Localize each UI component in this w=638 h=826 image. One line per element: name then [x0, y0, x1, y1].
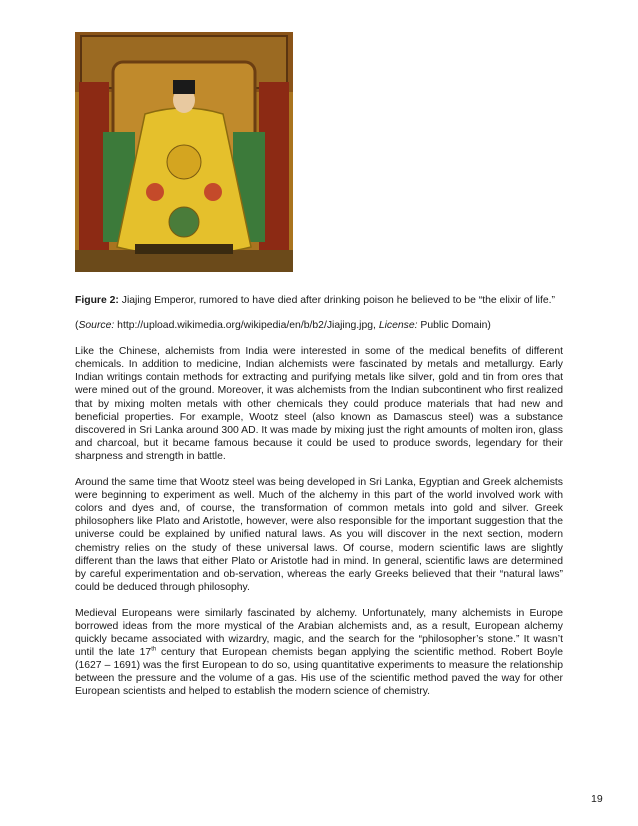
source-line	[75, 319, 563, 332]
source-open-paren: (	[75, 320, 79, 332]
paragraph-europe-start: Medieval Europeans were similarly fascinated by alchemy. Unfortunately, many alchemists in Europe borrowed ideas from the more mystical of the Arabian alchemists and, as a result, European alchemy quickly became associated with wizardry, magic, and the search for the “philosopher’s stone.” It wasn’t until the late 17	[75, 607, 563, 659]
paragraph-india: Like the Chinese, alchemists from India were interested in some of the medical benefits of different chemicals. In addition to medicine, Indian alchemists were fascinated by metals and metallurgy. Early Indian writings contain methods for extracting and purifying metals like silver, gold and tin from ores that were mined out of the ground. Moreover, it was alchemists from the Indian subcontinent who first realized that by mixing molten metals with other chemicals they could produce materials that had new and beneficial properties. For example, Wootz steel (also known as Damascus steel) was a substance discovered in Sri Lanka around 300 AD. It was made by mixing just the right amounts of molten iron, glass and charcoal, but it became famous because it could be used to produce swords, legendary for their sharpness and strength in battle.	[75, 346, 563, 462]
source-url: http://upload.wikimedia.org/wikipedia/en/b/b2/Jiajing.jpg,	[114, 320, 379, 332]
paragraph-europe	[75, 607, 563, 699]
figure-label: Figure 2:	[75, 295, 119, 306]
paragraph-greece: Around the same time that Wootz steel was being developed in Sri Lanka, Egyptian and Greek alchemists were beginning to experiment as well. Much of the alchemy in this part of the world involved work with colors and dyes and, of course, the transformation of common metals into gold and silver. Greek philosophers like Plato and Aristotle, however, were also responsible for the important suggestion that the universe could be explained by unified natural laws. As you will discover in the next section, modern chemistry relies on the study of these universal laws. Of course, modern scientific laws are slightly different than the laws that either Plato or Aristotle had in mind. In general, scientific laws are determined by careful experimentation and ob-servation, whereas the early Greeks believed that their “natural laws” could be deduced through philosophy.	[75, 477, 563, 593]
jiajing-emperor-portrait	[75, 32, 293, 272]
figure-caption-text: Jiajing Emperor, rumored to have died after drinking poison he believed to be “the elixir of life.”	[118, 295, 555, 306]
source-label: Source:	[78, 320, 115, 332]
superscript-th: th	[151, 646, 157, 653]
paragraph-europe-end: century that European chemists began applying the scientific method. Robert Boyle (1627 – 1691) was the first European to do so, using quantitative experiments to measure the relationship between the pressure and the volume of a gas. His use of the scientific method paved the way for other European scientists and helped to establish the modern science of chemistry.	[75, 647, 563, 698]
license-label: License:	[378, 320, 418, 332]
body-text	[75, 294, 563, 712]
figure-caption	[75, 294, 563, 307]
license-value: Public Domain)	[417, 320, 491, 332]
page-number: 19	[591, 793, 603, 805]
